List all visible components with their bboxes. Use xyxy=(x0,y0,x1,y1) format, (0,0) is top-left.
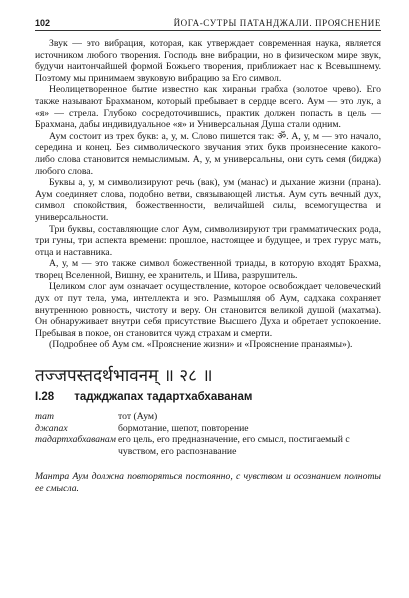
glossary-row xyxy=(35,411,381,423)
glossary-row xyxy=(35,434,381,457)
page-number: 102 xyxy=(35,18,51,28)
paragraph: Аум состоит из трех букв: а, у, м. Слово пишется так: ॐ. А, у, м — это начало, середина и конец. Без символического звучания этих букв произнесение какого-либо слова становится немыслимым. А, у, м универсальны, они суть семя (биджа) любого слова. xyxy=(35,130,381,177)
paragraph: Буквы а, у, м символизируют речь (вак), ум (манас) и дыхание жизни (прана). Аум соединяет слова, подобно ветви, связывающей листья. Аум суть вечный дух, символ спокойствия, божественности, величайшей силы, всемогущества и универсальности. xyxy=(35,177,381,223)
sutra-transliteration: таджджапах тадартхабхаванам xyxy=(74,391,253,404)
running-header xyxy=(35,18,381,31)
glossary-term: тадартхабхаванам xyxy=(35,434,116,446)
paragraph: Звук — это вибрация, которая, как утверждает современная наука, является источником любого творения. Господь вне вибрации, но в физическом мире звук, будучи наитончайшей формой Божьего творения, приближает нас к Всевышнему. Поэтому мы принимаем звуковую вибрацию за Его символ. xyxy=(35,38,381,84)
glossary-definition: бормотание, шепот, повторение xyxy=(118,422,249,434)
glossary-definition: его цель, его предназначение, его смысл, постигаемый с чувством, его распознавание xyxy=(118,434,350,457)
glossary-term: джапах xyxy=(35,422,68,434)
glossary-term: тат xyxy=(35,411,54,423)
paragraph: Неолицетворенное бытие известно как хираньи грабха (золотое чрево). Его также называют Брахманом, который пребывает в сердце всего. Аум — это лук, а «я» — стрела. Глубоко сосредоточившись, практик должен попасть в цель — Брахмана, дабы индивидуальное «я» и Универсальная Душа стали одним. xyxy=(35,84,381,131)
body-text xyxy=(35,38,381,351)
paragraph-reference: (Подробнее об Аум см. «Прояснение жизни» и «Прояснение пранаямы»). xyxy=(49,339,353,351)
running-title: ЙОГА-СУТРЫ ПАТАНДЖАЛИ. ПРОЯСНЕНИЕ xyxy=(173,18,381,28)
sutra-heading xyxy=(35,391,381,403)
glossary-row xyxy=(35,423,381,435)
sutra-commentary: Мантра Аум должна повторяться постоянно, с чувством и осознанием полноты ее смысла. xyxy=(35,471,381,494)
sutra-number: I.28 xyxy=(35,391,55,404)
paragraph: Целиком слог аум означает осуществление, которое освобождает человеческий дух от пут тела, ума, интеллекта и эго. Размышляя об Аум, садхака сохраняет внутреннюю ровность, чистоту и веру. Он становится великой душой (махатма). Он обнаруживает внутри себя присутствие Высшего Духа и обретает успокоение. Пребывая в покое, он становится чужд страхам и смерти. xyxy=(35,281,381,339)
paragraph: А, у, м — это также символ божественной триады, в которую входят Брахма, творец Вселенной, Вишну, ее хранитель, и Шива, разрушитель. xyxy=(35,258,381,281)
glossary xyxy=(35,411,381,457)
glossary-definition: тот (Аум) xyxy=(118,411,158,423)
paragraph: Три буквы, составляющие слог Аум, символизируют три грамматических рода, три гуны, три аспекта времени: прошлое, настоящее и будущее, и трех гурус мать, отца и наставника. xyxy=(35,223,381,258)
sutra-sanskrit: तज्जपस्तदर्थभावनम् ॥ २८ ॥ xyxy=(35,366,213,387)
